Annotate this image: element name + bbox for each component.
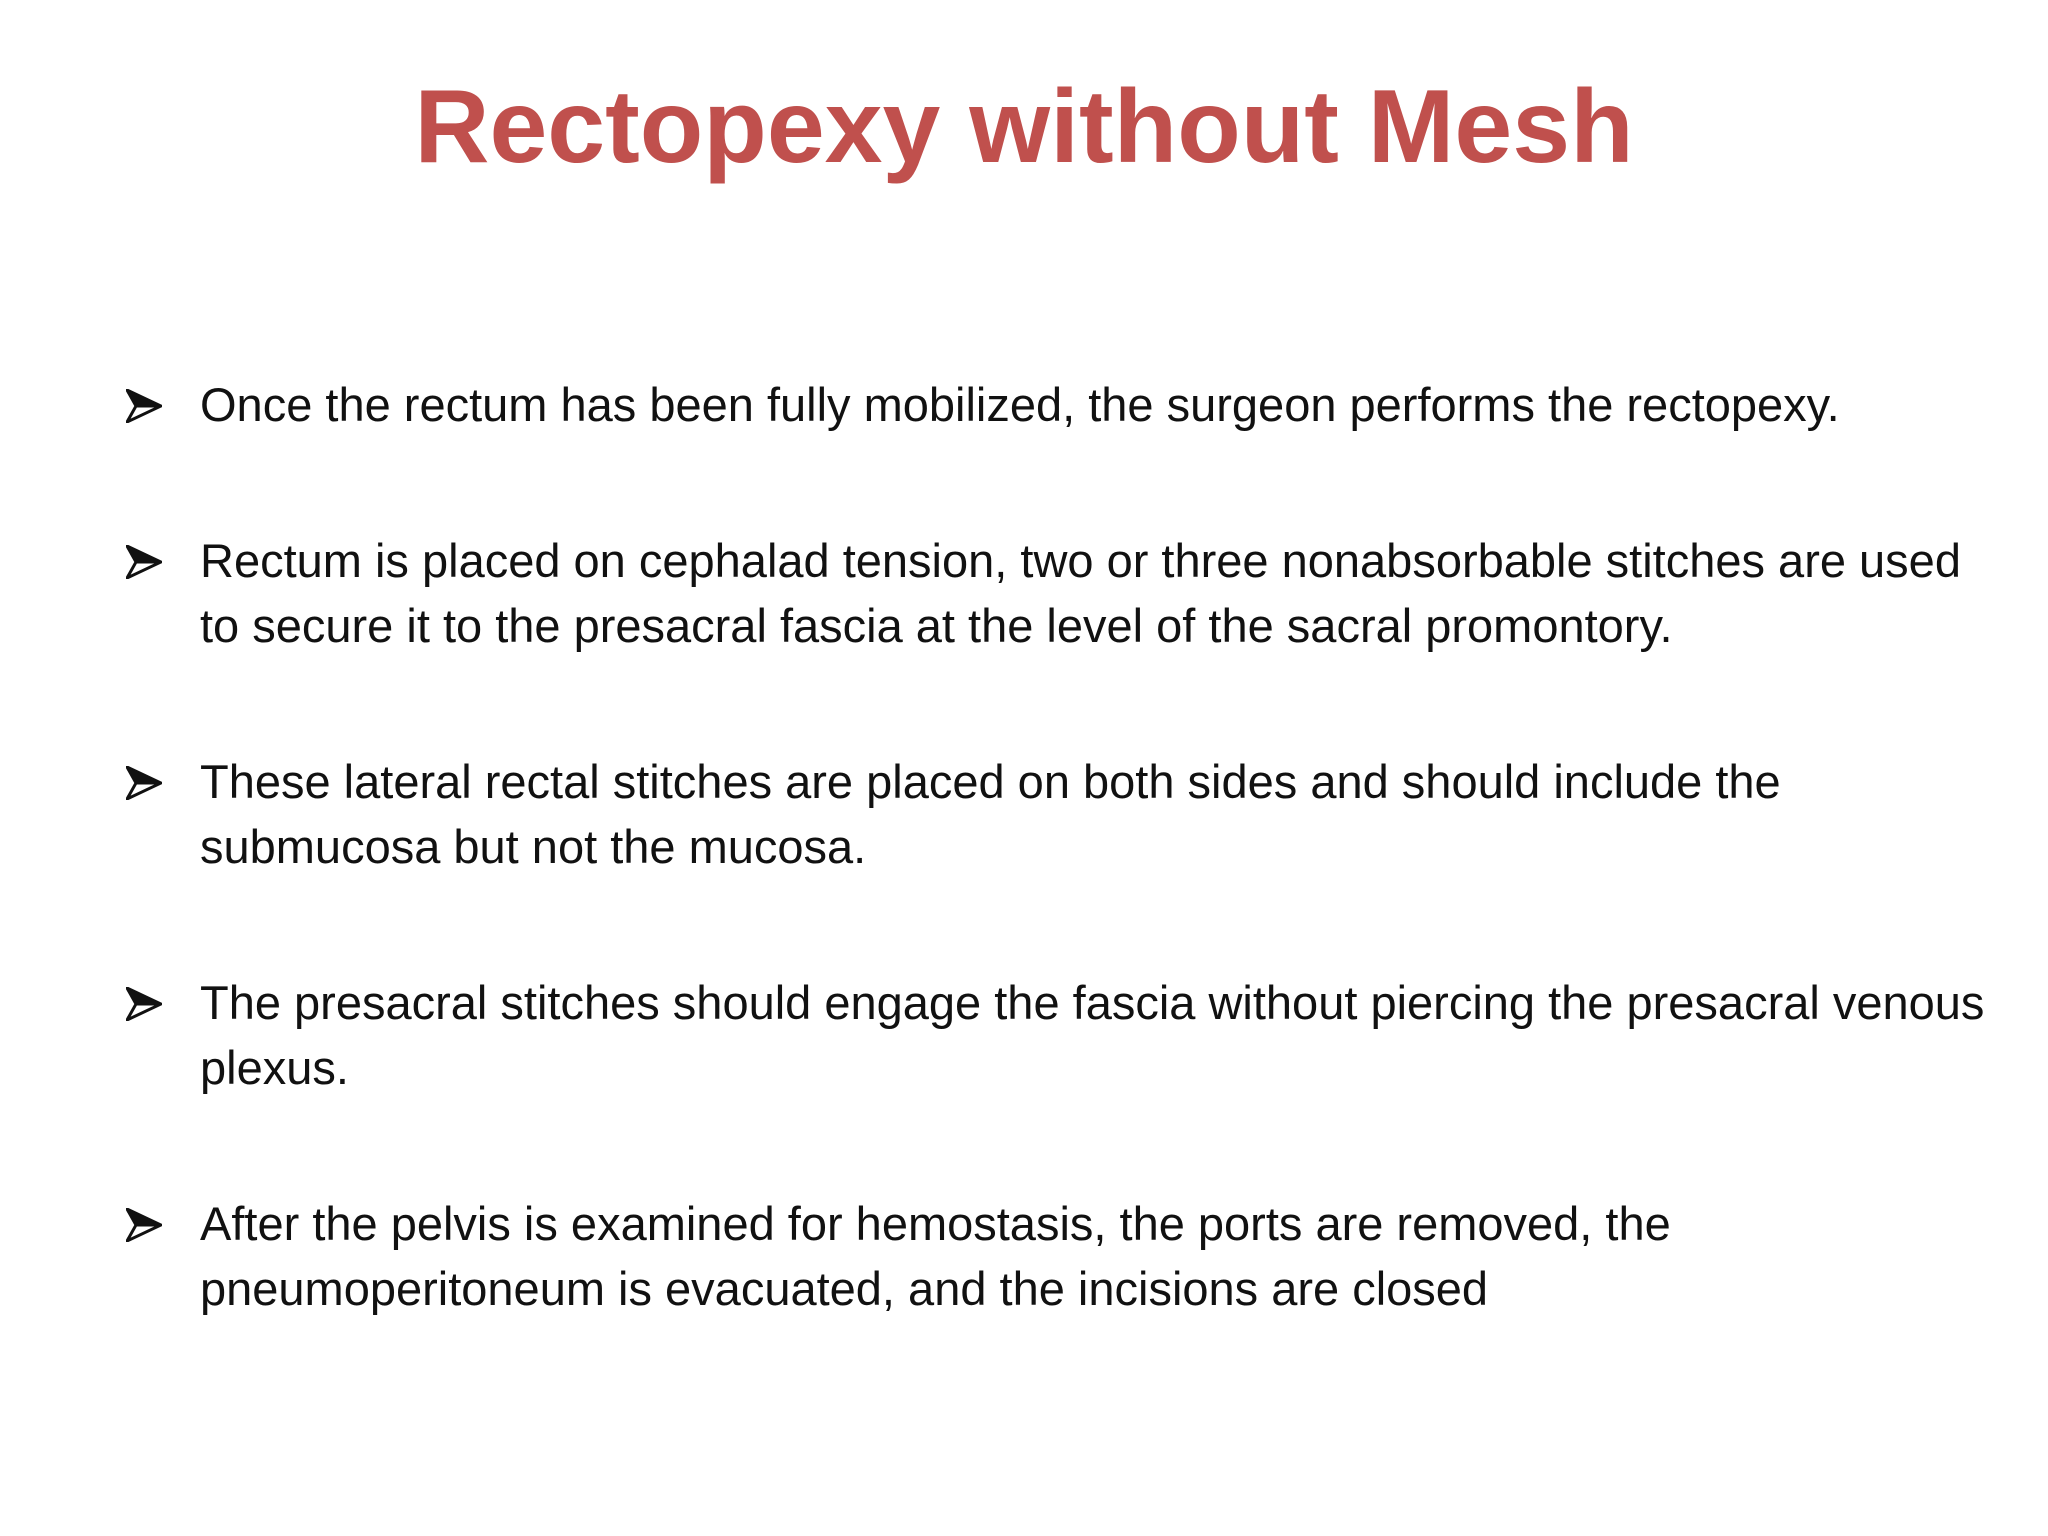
bullet-item xyxy=(126,372,1986,437)
bullet-item xyxy=(126,749,1986,879)
bullet-item xyxy=(126,1191,1986,1321)
bullet-text: Once the rectum has been fully mobilized, the surgeon performs the rectopexy. xyxy=(200,378,1840,431)
bullet-text: These lateral rectal stitches are placed on both sides and should include the submucosa but not the mucosa. xyxy=(200,755,1781,873)
bullet-text: After the pelvis is examined for hemostasis, the ports are removed, the pneumoperitoneum is evacuated, and the incisions are closed xyxy=(200,1197,1671,1315)
bullet-list xyxy=(126,372,1986,1321)
bullet-item xyxy=(126,970,1986,1100)
bullet-item xyxy=(126,528,1986,658)
arrowhead-bullet-icon xyxy=(126,987,162,1021)
slide-title: Rectopexy without Mesh xyxy=(414,69,1634,185)
bullet-text: Rectum is placed on cephalad tension, two or three nonabsorbable stitches are used to secure it to the presacral fascia at the level of the sacral promontory. xyxy=(200,534,1961,652)
arrowhead-bullet-icon xyxy=(126,389,162,423)
arrowhead-bullet-icon xyxy=(126,766,162,800)
bullet-text: The presacral stitches should engage the fascia without piercing the presacral venous plexus. xyxy=(200,976,1985,1094)
arrowhead-bullet-icon xyxy=(126,1208,162,1242)
arrowhead-bullet-icon xyxy=(126,545,162,579)
